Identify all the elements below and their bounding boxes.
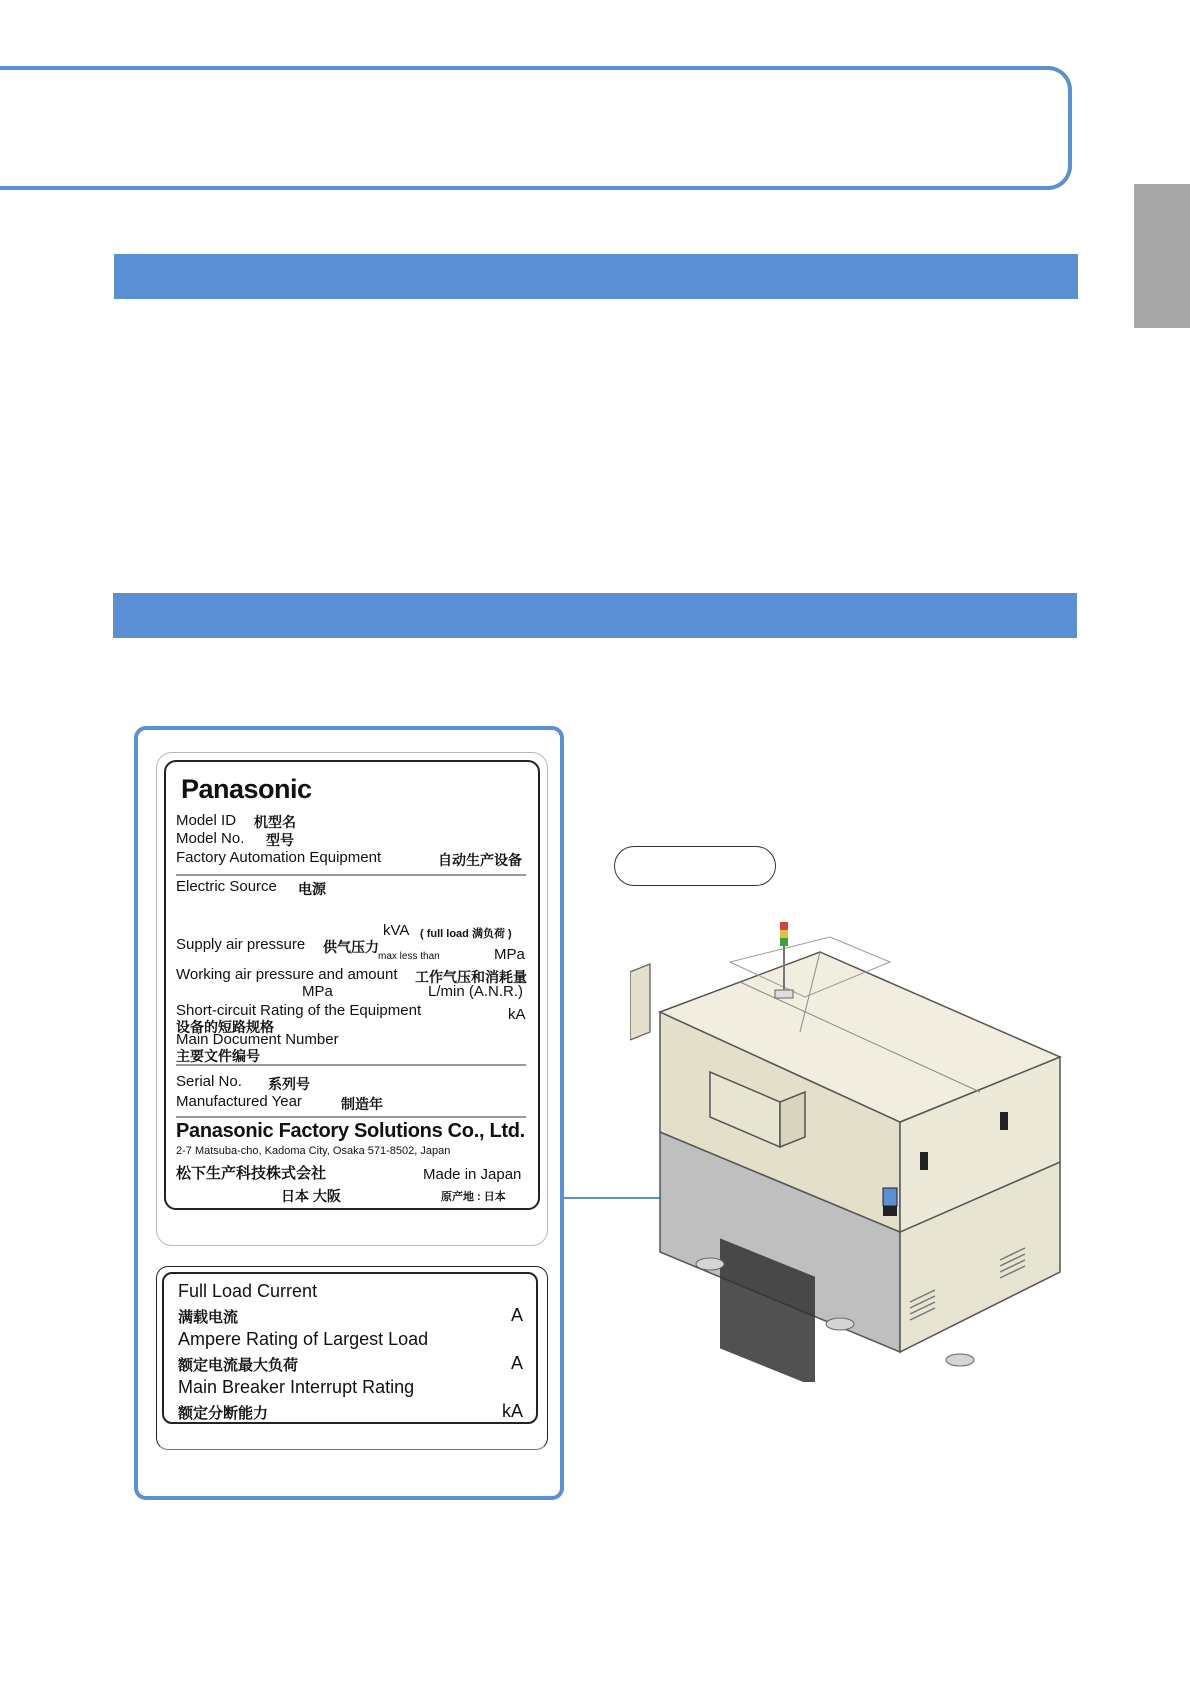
short-circuit-label: Short-circuit Rating of the Equipment	[176, 1002, 422, 1019]
main-document-label: Main Document Number	[176, 1031, 339, 1048]
model-id-label-cn: 机型名	[254, 814, 296, 830]
electric-source-label: Electric Source	[176, 878, 277, 895]
serial-no-label: Serial No.	[176, 1073, 242, 1090]
full-load-note: ( full load 满负荷 )	[420, 928, 512, 940]
working-air-label-cn: 工作气压和消耗量	[415, 969, 527, 985]
full-load-current-unit: A	[511, 1305, 524, 1325]
model-id-label: Model ID	[176, 812, 237, 829]
model-no-label-cn: 型号	[266, 832, 294, 848]
origin-cn-text: 原产地 : 日本	[441, 1191, 506, 1203]
short-circuit-unit: kA	[508, 1006, 526, 1023]
company-name-cn: 松下生产科技株式会社	[176, 1165, 327, 1182]
max-less-than-note: max less than	[378, 951, 440, 962]
equipment-label: Factory Automation Equipment	[176, 849, 382, 866]
supply-air-label: Supply air pressure	[176, 936, 306, 953]
serial-no-label-cn: 系列号	[268, 1076, 310, 1092]
working-air-unit-lmin: L/min (A.N.R.)	[428, 983, 524, 1000]
manufactured-year-label: Manufactured Year	[176, 1093, 302, 1110]
company-name: Panasonic Factory Solutions Co., Ltd.	[176, 1120, 525, 1142]
main-document-label-cn: 主要文件编号	[176, 1048, 260, 1064]
ampere-rating-unit: A	[511, 1353, 524, 1373]
panasonic-logo: Panasonic	[181, 774, 312, 804]
made-in-japan-text: Made in Japan	[423, 1166, 522, 1183]
working-air-label: Working air pressure and amount	[176, 966, 398, 983]
kva-unit: kVA	[383, 922, 410, 939]
ampere-rating-label: Ampere Rating of Largest Load	[178, 1329, 429, 1349]
full-load-current-label-cn: 满载电流	[178, 1309, 239, 1326]
machine-illustration	[630, 912, 1070, 1382]
company-address: 2-7 Matsuba-cho, Kadoma City, Osaka 571-8502, Japan	[176, 1145, 451, 1157]
manufactured-year-label-cn: 制造年	[341, 1096, 383, 1112]
supply-air-unit: MPa	[494, 946, 525, 963]
main-breaker-label-cn: 额定分断能力	[178, 1405, 269, 1422]
ampere-rating-label-cn: 额定电流最大负荷	[178, 1357, 299, 1374]
electric-source-label-cn: 电源	[298, 881, 326, 897]
equipment-label-cn: 自动生产设备	[438, 852, 522, 868]
full-load-current-label: Full Load Current	[178, 1281, 318, 1301]
working-air-unit-mpa: MPa	[302, 983, 333, 1000]
city-cn-text: 日本 大阪	[281, 1188, 341, 1204]
short-circuit-label-cn: 设备的短路规格	[176, 1019, 274, 1035]
main-breaker-unit: kA	[502, 1401, 524, 1421]
model-no-label: Model No.	[176, 830, 245, 847]
main-breaker-label: Main Breaker Interrupt Rating	[178, 1377, 415, 1397]
supply-air-label-cn: 供气压力	[323, 939, 379, 955]
